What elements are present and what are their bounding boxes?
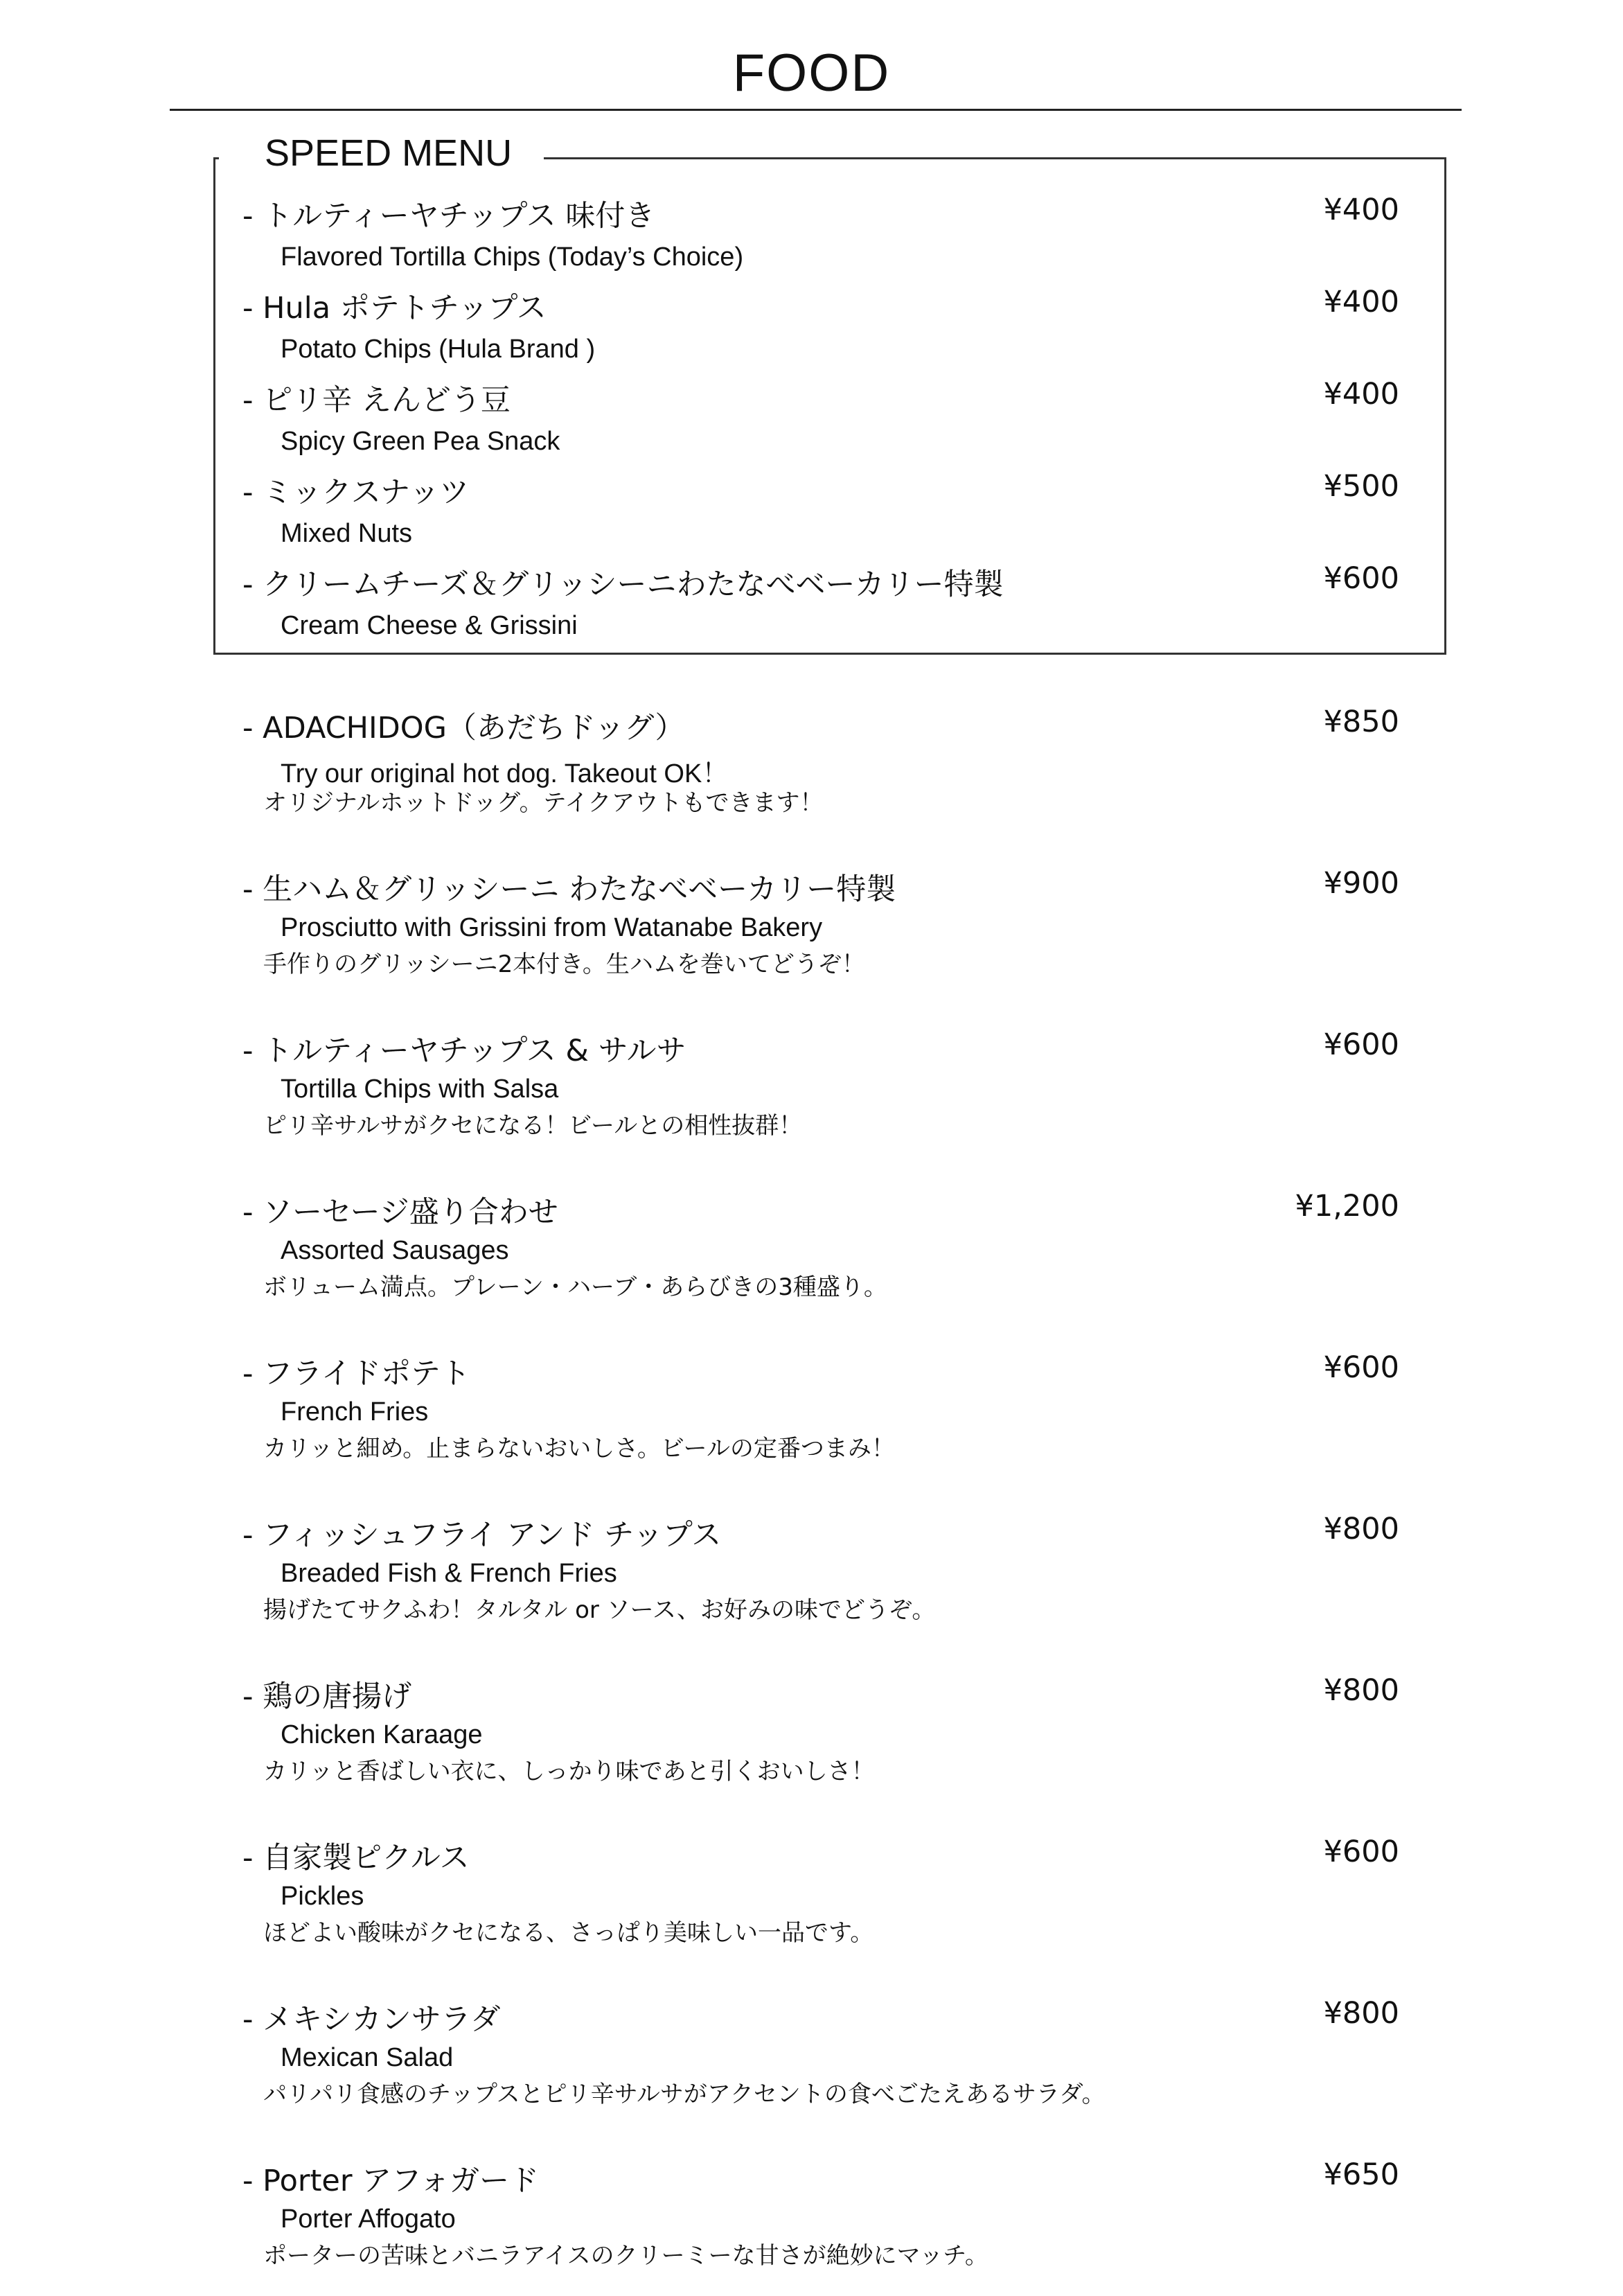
- item-name: - 自家製ピクルス: [242, 1841, 470, 1875]
- item-english-name: Chicken Karaage: [281, 1720, 483, 1749]
- item-name: - フライドポテト: [242, 1357, 470, 1391]
- item-name: - 生ハム＆グリッシーニ わたなべベーカリー特製: [242, 872, 896, 907]
- item-description: カリッと香ばしい衣に、しっかり味であと引くおいしさ！: [263, 1758, 875, 1785]
- item-price: ¥600: [1323, 1835, 1399, 1869]
- item-price: ¥800: [1323, 1996, 1399, 2031]
- item-name: - クリームチーズ＆グリッシーニわたなべベーカリー特製: [242, 567, 1004, 602]
- item-english-name: French Fries: [281, 1397, 429, 1427]
- item-price: ¥800: [1323, 1673, 1399, 1708]
- item-description: ポーターの苦味とバニラアイスのクリーミーな甘さが絶妙にマッチ。: [263, 2242, 988, 2270]
- item-price: ¥900: [1323, 866, 1399, 901]
- item-english-name: Try our original hot dog. Takeout OK！: [281, 759, 729, 788]
- item-english-name: Assorted Sausages: [281, 1236, 509, 1265]
- item-name: - メキシカンサラダ: [242, 2002, 501, 2037]
- item-name: - ピリ辛 えんどう豆: [242, 383, 511, 418]
- item-english-name: Potato Chips (Hula Brand ): [281, 335, 596, 364]
- item-price: ¥850: [1323, 705, 1399, 739]
- item-english-name: Spicy Green Pea Snack: [281, 427, 560, 456]
- item-english-name: Mixed Nuts: [281, 519, 413, 548]
- item-price: ¥600: [1323, 1350, 1399, 1385]
- item-price: ¥1,200: [1295, 1189, 1399, 1224]
- item-price: ¥600: [1323, 1027, 1399, 1062]
- title-underline: [170, 109, 1462, 111]
- item-description: ピリ辛サルサがクセになる！ビールとの相性抜群！: [263, 1112, 803, 1140]
- item-english-name: Pickles: [281, 1882, 364, 1911]
- item-name: - ミックスナッツ: [242, 475, 470, 510]
- item-name: - Porter アフォガード: [242, 2164, 540, 2198]
- item-name: - フィッシュフライ アンド チップス: [242, 1518, 722, 1553]
- item-english-name: Breaded Fish & French Fries: [281, 1559, 617, 1588]
- item-price: ¥650: [1323, 2157, 1399, 2192]
- item-description: ほどよい酸味がクセになる、さっぱり美味しい一品です。: [263, 1919, 874, 1947]
- item-name: - 鶏の唐揚げ: [242, 1679, 412, 1714]
- item-name: - トルティーヤチップス 味付き: [242, 199, 655, 233]
- item-description: ボリューム満点。プレーン・ハーブ・あらびきの3種盛り。: [263, 1273, 887, 1301]
- speed-menu-title: SPEED MENU: [265, 132, 513, 174]
- item-price: ¥400: [1323, 285, 1399, 319]
- item-description: 揚げたてサクふわ！タルタル or ソース、お好みの味でどうぞ。: [263, 1596, 936, 1624]
- item-name: - トルティーヤチップス & サルサ: [242, 1034, 686, 1068]
- item-english-name: Flavored Tortilla Chips (Today’s Choice): [281, 242, 744, 272]
- item-english-name: Cream Cheese & Grissini: [281, 611, 578, 640]
- item-price: ¥400: [1323, 193, 1399, 227]
- item-price: ¥600: [1323, 561, 1399, 596]
- item-english-name: Tortilla Chips with Salsa: [281, 1075, 559, 1104]
- item-english-name: Mexican Salad: [281, 2043, 454, 2072]
- page-title: FOOD: [732, 44, 891, 103]
- item-description: パリパリ食感のチップスとピリ辛サルサがアクセントの食べごたえあるサラダ。: [263, 2081, 1106, 2108]
- speed-menu-box-top-right-edge: [544, 157, 1446, 159]
- item-description: カリッと細め。止まらないおいしさ。ビールの定番つまみ！: [263, 1435, 895, 1463]
- item-english-name: Prosciutto with Grissini from Watanabe Bakery: [281, 913, 823, 942]
- item-description: 手作りのグリッシーニ2本付き。生ハムを巻いてどうぞ！: [263, 951, 865, 978]
- item-price: ¥400: [1323, 377, 1399, 412]
- item-english-name: Porter Affogato: [281, 2205, 456, 2234]
- item-description: オリジナルホットドッグ。テイクアウトもできます！: [263, 789, 824, 817]
- item-name: - ADACHIDOG（あだちドッグ）: [242, 711, 685, 745]
- item-price: ¥500: [1323, 469, 1399, 504]
- item-price: ¥800: [1323, 1512, 1399, 1546]
- speed-menu-box-corner-tick: [213, 157, 215, 167]
- item-name: - ソーセージ盛り合わせ: [242, 1195, 558, 1230]
- item-name: - Hula ポテトチップス: [242, 291, 547, 326]
